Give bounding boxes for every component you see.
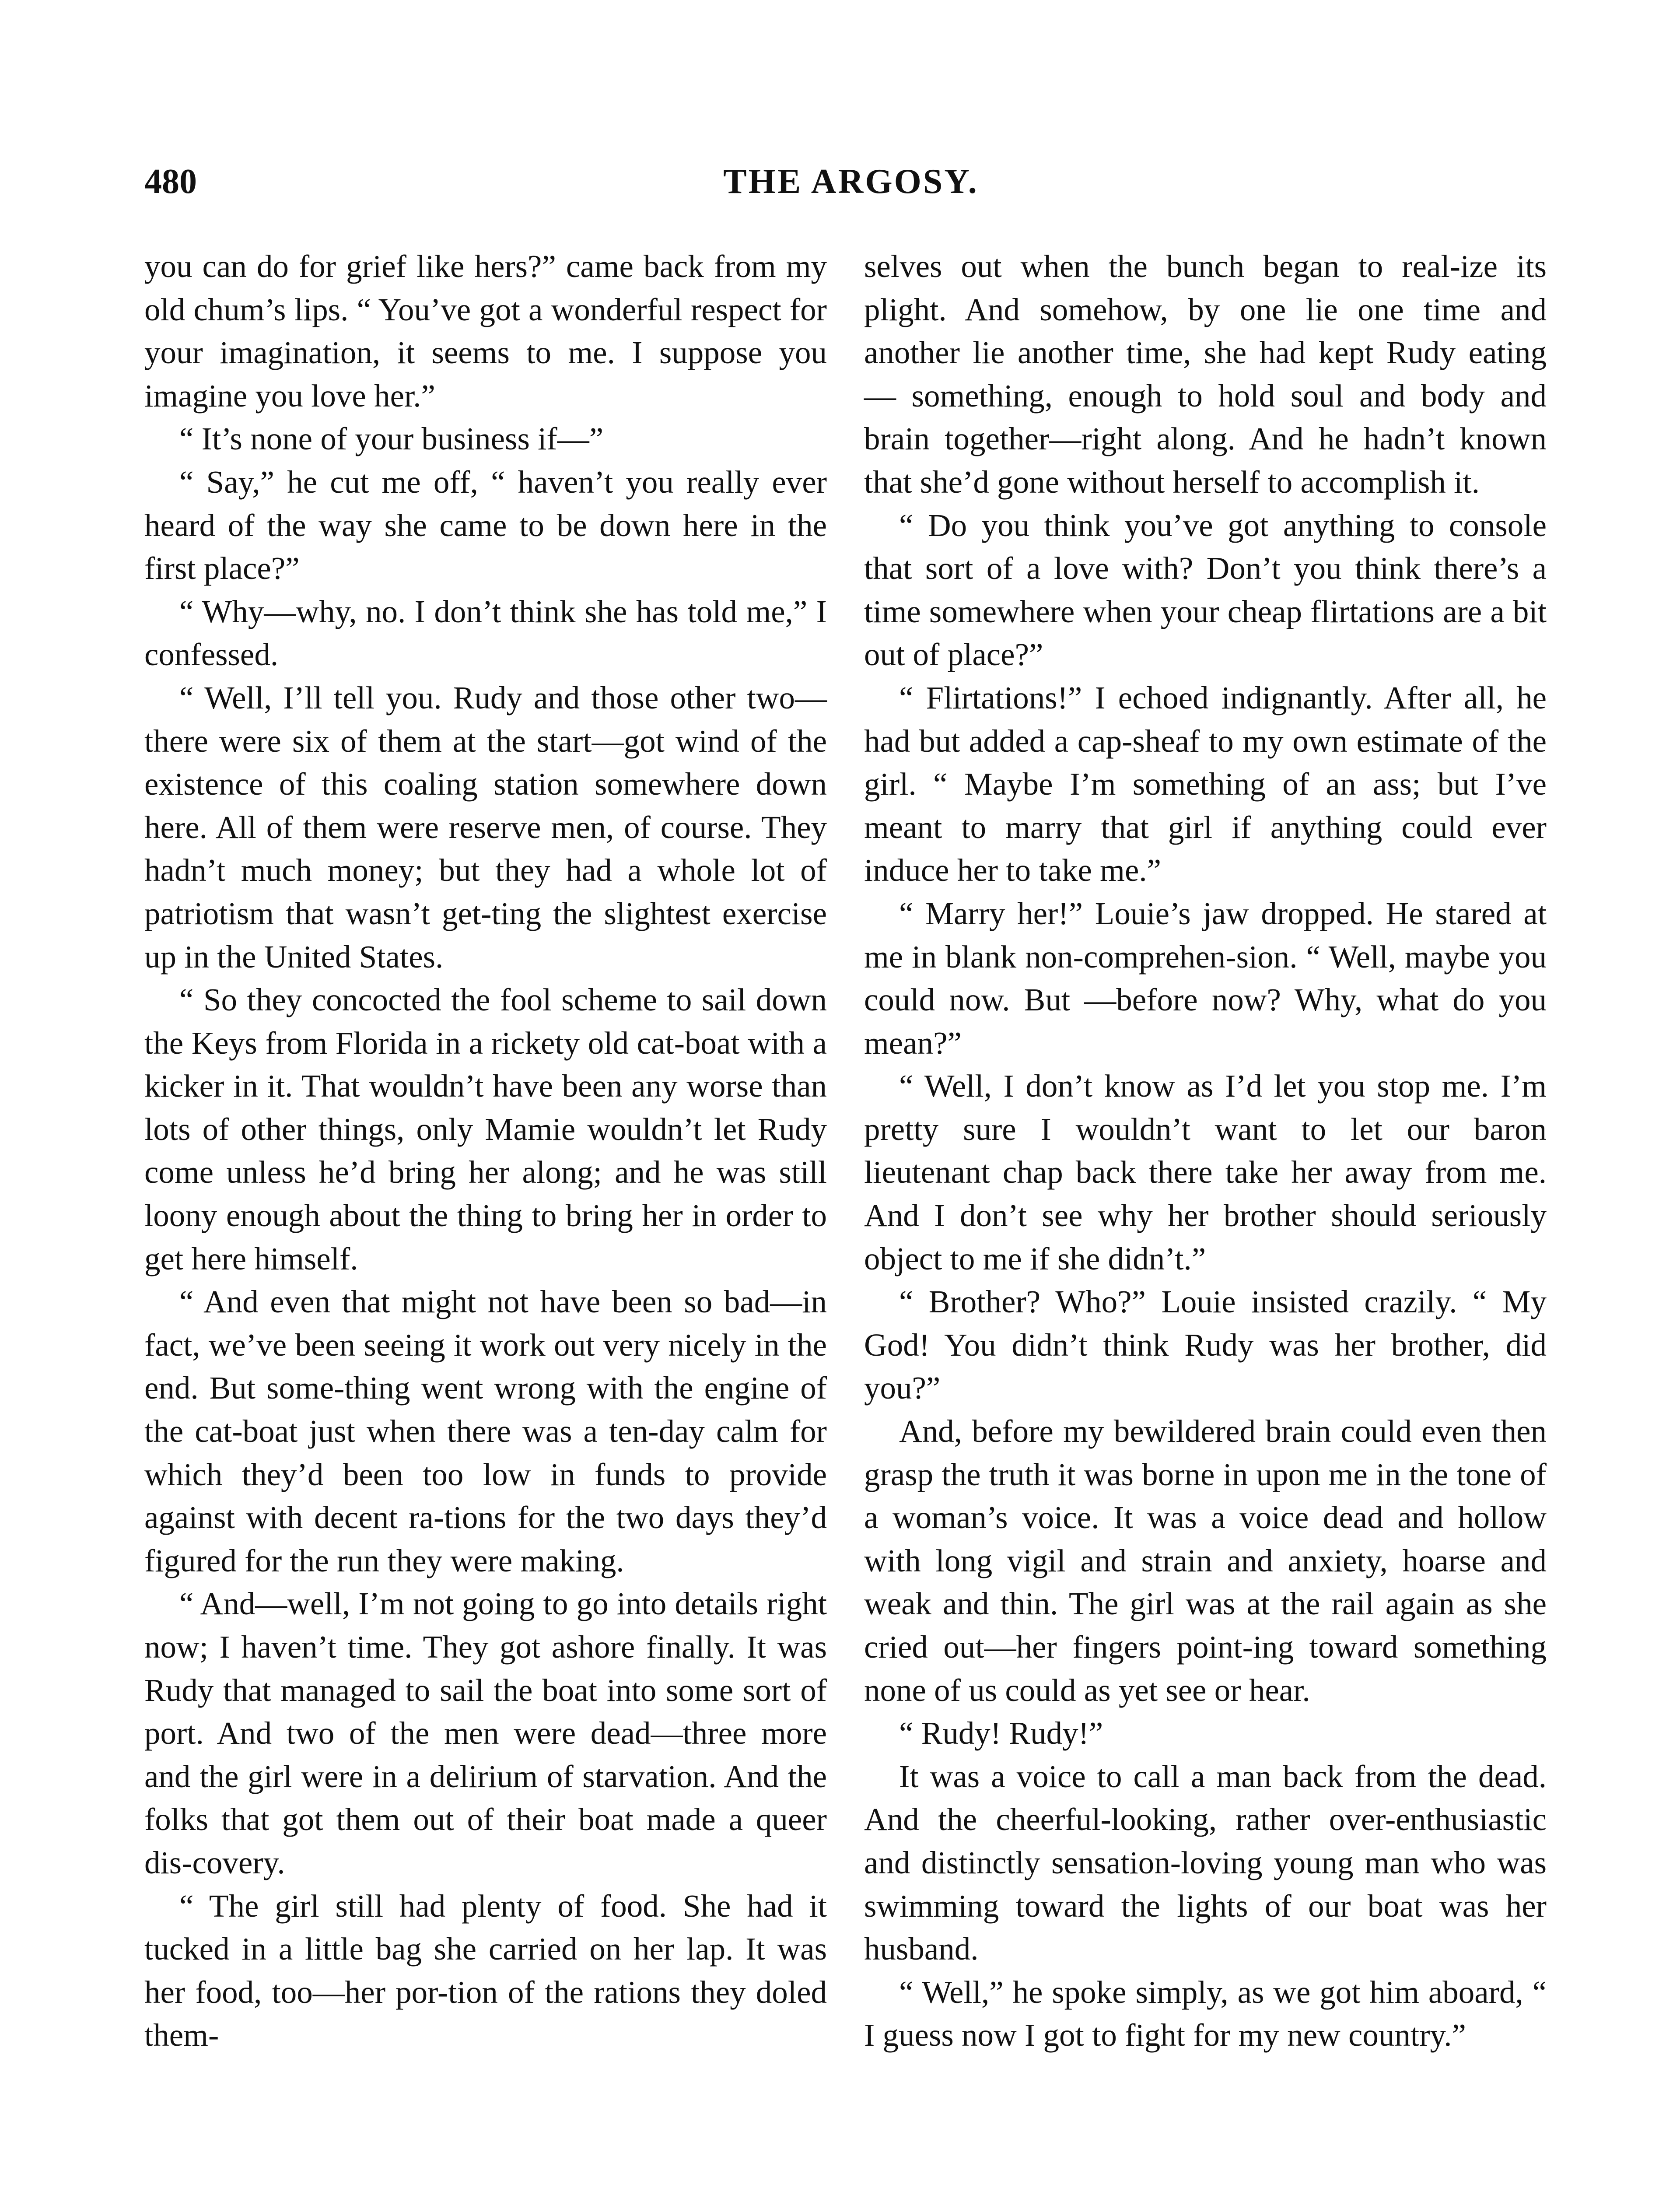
paragraph: selves out when the bunch began to real-ize its plight. And somehow, by one lie one time and another lie another time, she had kept Rudy eating — something, enough to hold soul and body and brain together—right along. And he hadn’t known that she’d gone without herself to accomplish it. [864, 249, 1547, 500]
paragraph: “ And—well, I’m not going to go into details right now; I haven’t time. They got ashore finally. It was Rudy that managed to sail the boat into some sort of port. And two of the men were dead—three more and the girl were in a delirium of starvation. And the folks that got them out of their boat made a queer dis-covery. [144, 1586, 827, 1880]
page-number: 480 [144, 162, 197, 201]
paragraph: “ It’s none of your business if—” [179, 421, 604, 457]
right-column [864, 245, 1547, 2057]
running-head: THE ARGOSY. [723, 162, 979, 201]
paragraph: “ And even that might not have been so bad—in fact, we’ve been seeing it work out very nicely in the end. But some-thing went wrong with the engine of the cat-boat just when there was a ten-day calm for which they’d been too low in funds to provide against with decent ra-tions for the two days they’d figured for the run they were making. [144, 1284, 827, 1578]
paragraph: “ The girl still had plenty of food. She had it tucked in a little bag she carried on her lap. It was her food, too—her por-tion of the rations they doled them- [144, 1888, 827, 2053]
paragraph: “ Well, I’ll tell you. Rudy and those other two—there were six of them at the start—got wind of the existence of this coaling station somewhere down here. All of them were reserve men, of course. They hadn’t much money; but they had a whole lot of patriotism that wasn’t get-ting the slightest exercise up in the United States. [144, 680, 827, 975]
paragraph: And, before my bewildered brain could even then grasp the truth it was borne in upon me in the tone of a woman’s voice. It was a voice dead and hollow with long vigil and strain and anxiety, hoarse and weak and thin. The girl was at the rail again as she cried out—her fingers point-ing toward something none of us could as yet see or hear. [864, 1413, 1547, 1708]
paragraph: “ Brother? Who?” Louie insisted crazily. “ My God! You didn’t think Rudy was her brother, did you?” [864, 1284, 1547, 1406]
paragraph: “ Say,” he cut me off, “ haven’t you really ever heard of the way she came to be down here in the first place?” [144, 464, 827, 586]
paragraph: It was a voice to call a man back from the dead. And the cheerful-looking, rather over-enthusiastic and distinctly sensation-loving young man who was swimming toward the lights of our boat was her husband. [864, 1758, 1547, 1967]
left-column [144, 245, 827, 2057]
paragraph: “ Rudy! Rudy!” [899, 1715, 1103, 1751]
paragraph: “ Well, I don’t know as I’d let you stop me. I’m pretty sure I wouldn’t want to let our baron lieutenant chap back there take her away from me. And I don’t see why her brother should seriously object to me if she didn’t.” [864, 1068, 1547, 1276]
paragraph: “ So they concocted the fool scheme to sail down the Keys from Florida in a rickety old cat-boat with a kicker in it. That wouldn’t have been any worse than lots of other things, only Mamie wouldn’t let Rudy come unless he’d bring her along; and he was still loony enough about the thing to bring her in order to get here himself. [144, 982, 827, 1276]
page-header [144, 162, 1558, 214]
paragraph: you can do for grief like hers?” came back from my old chum’s lips. “ You’ve got a wonderful respect for your imagination, it seems to me. I suppose you imagine you love her.” [144, 249, 827, 414]
paragraph: “ Well,” he spoke simply, as we got him aboard, “ I guess now I got to fight for my new country.” [864, 1974, 1547, 2053]
paragraph: “ Why—why, no. I don’t think she has told me,” I confessed. [144, 593, 827, 673]
paragraph: “ Marry her!” Louie’s jaw dropped. He stared at me in blank non-comprehen-sion. “ Well, maybe you could now. But —before now? Why, what do you mean?” [864, 895, 1547, 1061]
paragraph: “ Flirtations!” I echoed indignantly. After all, he had but added a cap-sheaf to my own estimate of the girl. “ Maybe I’m something of an ass; but I’ve meant to marry that girl if anything could ever induce her to take me.” [864, 680, 1547, 888]
paragraph: “ Do you think you’ve got anything to console that sort of a love with? Don’t you think there’s a time somewhere when your cheap flirtations are a bit out of place?” [864, 507, 1547, 673]
